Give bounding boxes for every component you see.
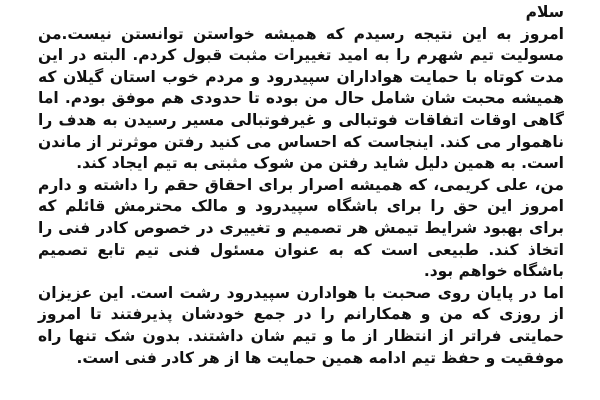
statement-text xyxy=(38,2,564,369)
paragraph-fans: اما در پایان روی صحبت با هوادارن سپیدرود رشت است. این عزیزان از روزی که من و همکارانم را در جمع خودشان پذیرفتند تا امروز حمایتی فراتر از انتظار از ما و تیم شان داشتند. بدون شک تنها راه موفقیت و حفظ تیم ادامه همین حمایت ها از هر کادر فنی است. xyxy=(38,283,564,367)
greeting-line: سلام xyxy=(525,3,564,21)
paragraph-club-rights: من، علی کریمی، که همیشه اصرار برای احقاق حقم را داشته و دارم امروز این حق را برای باشگاه سپیدرود و مالک محترمش قائلم که برای بهبود شرایط تیمش هر تصمیم و تغییری در خصوص کادر فنی را اتخاذ کند. طبیعی است که به عنوان مسئول فنی تیم تابع تصمیم باشگاه خواهم بود. xyxy=(38,175,564,281)
paragraph-resignation: امروز به این نتیجه رسیدم که همیشه خواستن توانستن نیست.من مسولیت تیم شهرم را به امید تغییرات مثبت قبول کردم. البته در این مدت کوتاه با حمایت هواداران سپیدرود و مردم خوب استان گیلان که همیشه محبت شان شامل حال من بوده تا حدودی هم موفق بودم. اما گاهی اوقات اتفاقات فوتبالی و غیرفوتبالی مسیر رسیدن به هدف را ناهموار می کند. اینجاست که احساس می کنید رفتن موثرتر از ماندن است. به همین دلیل شاید رفتن من شوک مثبتی به تیم ایجاد کند. xyxy=(38,24,564,173)
